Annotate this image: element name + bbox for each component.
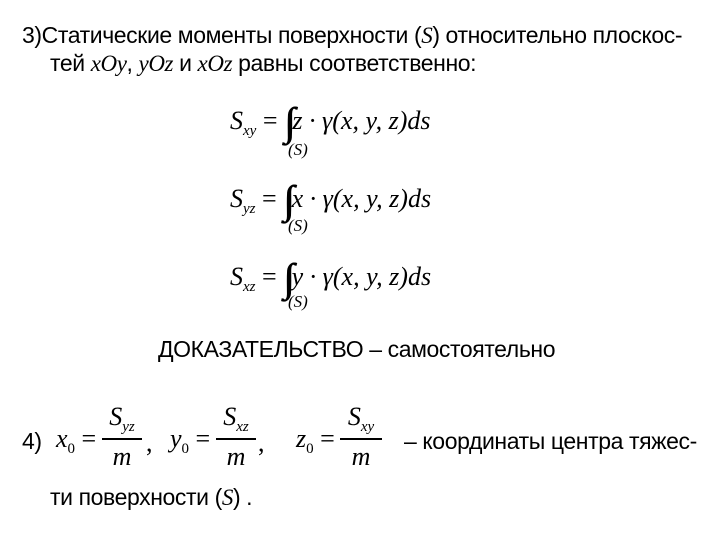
equals-sign: = [262, 184, 277, 213]
item3-line2 [50, 50, 476, 77]
formula-S: S [230, 106, 243, 135]
item3-line2-start: тей [50, 50, 91, 76]
item3-line1-end: ) относительно плоскос- [432, 22, 683, 48]
integration-region: (S) [288, 140, 308, 159]
x0-fraction: $S_{yz}$ m [102, 402, 142, 472]
integration-region: (S) [288, 292, 308, 311]
item3-line1 [22, 22, 682, 49]
item4-tail-line1: – координаты центра тяжес- [404, 428, 697, 454]
integrand: y · γ(x, y, z)ds [291, 262, 432, 291]
integrand: x · γ(x, y, z)ds [291, 184, 432, 213]
formula-subscript: xz [243, 279, 256, 295]
item3-line2-end: равны соответственно: [232, 50, 477, 76]
formula-subscript: xy [243, 123, 257, 139]
y0-fraction: $S_{xz}$ m [216, 402, 256, 472]
plane-xoy: xOy [90, 51, 127, 76]
fraction-bar [340, 438, 382, 440]
formula-S: S [230, 262, 243, 291]
plane-yoz: yOz [138, 51, 174, 76]
double-integral-icon: ∫∫ [284, 99, 286, 144]
formula-S: S [230, 184, 243, 213]
z0-fraction: $S_{xy}$ m [340, 402, 382, 472]
fraction-bar [216, 438, 256, 440]
plane-sep: , [126, 50, 139, 76]
z0-label: $z_0$ = [296, 424, 335, 457]
double-integral-icon: ∫∫ [283, 255, 286, 300]
surface-symbol: S [221, 485, 233, 510]
formula-sxz [230, 248, 432, 300]
x0-label: $x_0$ = [56, 424, 97, 457]
surface-symbol: S [421, 23, 433, 48]
y0-label: $y_0$ = [170, 424, 211, 457]
equals-sign: = [262, 262, 277, 291]
integration-region: (S) [288, 216, 308, 235]
and-word: и [173, 50, 198, 76]
double-integral-icon: ∫∫ [283, 177, 286, 222]
item4-number: 4) [22, 428, 42, 454]
item3-line1-text: Статические моменты поверхности ( [41, 22, 422, 48]
formula-subscript: yz [243, 201, 256, 217]
plane-xoz: xOz [197, 51, 233, 76]
comma: , [258, 428, 265, 457]
item3-number: 3) [22, 22, 42, 48]
equals-sign: = [262, 106, 278, 135]
fraction-bar [102, 438, 142, 440]
integrand: z · γ(x, y, z)ds [292, 106, 431, 135]
formula-syz [230, 170, 432, 222]
formula-sxy [230, 92, 431, 144]
item4-tail-line2: ти поверхности (S) . [50, 484, 253, 510]
proof-note: ДОКАЗАТЕЛЬСТВО – самостоятельно [158, 336, 556, 362]
comma: , [146, 428, 153, 457]
